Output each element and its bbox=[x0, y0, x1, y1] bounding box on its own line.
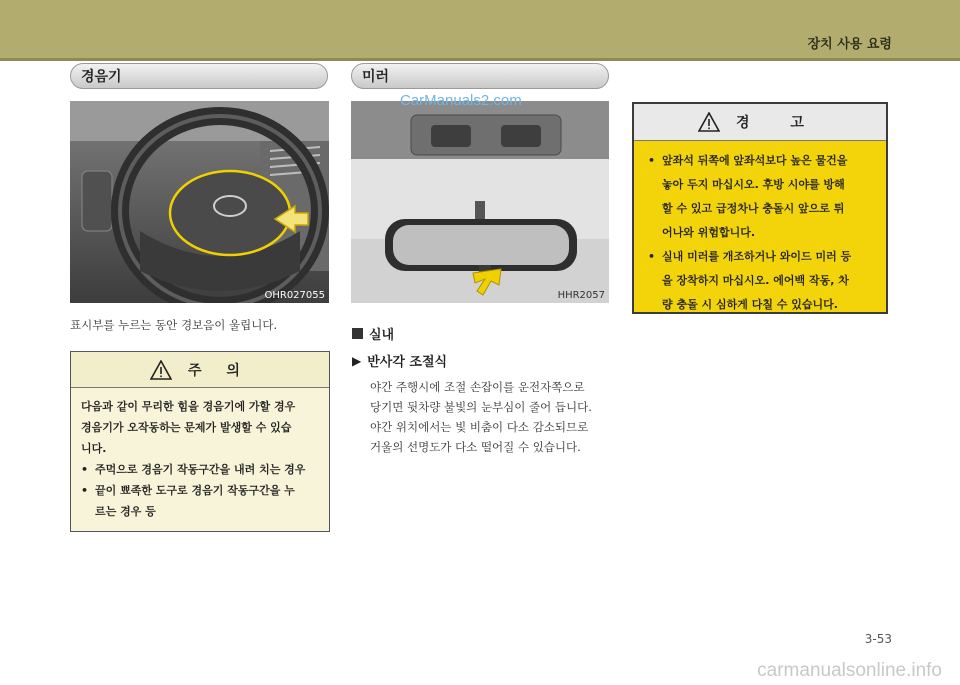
horn-caption: 표시부를 누르는 동안 경보음이 울립니다. bbox=[70, 318, 278, 332]
mirror-subsubtitle-text: 반사각 조절식 bbox=[367, 355, 448, 370]
paragraph-line: 야간 위치에서는 빛 비춤이 다소 감소되므로 bbox=[370, 420, 589, 434]
warning-line: 할 수 있고 급정차나 충돌시 앞으로 튀 bbox=[662, 202, 845, 215]
steering-wheel-illustration bbox=[70, 101, 329, 303]
mirror-subtitle bbox=[352, 324, 394, 343]
warning-box bbox=[632, 102, 888, 314]
caution-bullet bbox=[81, 480, 319, 522]
caution-body bbox=[71, 388, 329, 530]
caution-line: 니다. bbox=[81, 442, 107, 455]
warning-line: 을 장착하지 마십시오. 에어백 작동, 차 bbox=[662, 274, 849, 287]
page-number: 3-53 bbox=[864, 632, 892, 646]
caution-bullet bbox=[81, 459, 319, 480]
caution-box bbox=[70, 351, 330, 532]
square-bullet-icon bbox=[352, 328, 363, 339]
mirror-title-pill bbox=[351, 63, 609, 89]
warning-line: 놓아 두지 마십시오. 후방 시야를 방해 bbox=[662, 178, 845, 191]
bullet-dot: • bbox=[648, 154, 656, 167]
warning-bullet bbox=[648, 149, 876, 245]
rearview-mirror-illustration bbox=[351, 101, 609, 303]
warning-body bbox=[634, 141, 886, 317]
bullet-dot: • bbox=[81, 463, 89, 476]
mirror-photo bbox=[351, 101, 609, 303]
header-rule bbox=[0, 58, 960, 61]
mirror-title: 미러 bbox=[362, 69, 390, 85]
mirror-paragraph bbox=[370, 377, 620, 457]
horn-photo-code: OHR027055 bbox=[264, 290, 325, 301]
horn-title-pill bbox=[70, 63, 328, 89]
caution-header bbox=[71, 352, 329, 388]
warning-triangle-icon bbox=[698, 112, 720, 132]
warning-line: 량 충돌 시 심하게 다칠 수 있습니다. bbox=[662, 298, 838, 311]
warning-line: 실내 미러를 개조하거나 와이드 미러 등 bbox=[662, 250, 852, 263]
caution-bullet-line: 주먹으로 경음기 작동구간을 내려 치는 경우 bbox=[95, 463, 306, 476]
warning-triangle-icon bbox=[150, 360, 172, 380]
warning-line: 어나와 위험합니다. bbox=[662, 226, 756, 239]
caution-line: 다음과 같이 무리한 힘을 경음기에 가할 경우 bbox=[81, 400, 296, 413]
bullet-dot: • bbox=[648, 250, 656, 263]
mirror-subsubtitle bbox=[352, 351, 447, 370]
caution-line: 경음기가 오작동하는 문제가 발생할 수 있습 bbox=[81, 421, 292, 434]
caution-bullet-line: 끝이 뾰족한 도구로 경음기 작동구간을 누 bbox=[95, 484, 295, 497]
paragraph-line: 야간 주행시에 조절 손잡이를 운전자쪽으로 bbox=[370, 380, 585, 394]
footer-watermark: carmanualsonline.info bbox=[757, 660, 942, 681]
section-title: 장치 사용 요령 bbox=[807, 37, 892, 52]
caution-title: 주 의 bbox=[188, 362, 250, 379]
mirror-subtitle-text: 실내 bbox=[369, 328, 395, 343]
paragraph-line: 당기면 뒷차량 불빛의 눈부심이 줄어 듭니다. bbox=[370, 400, 592, 414]
watermark-top: CarManuals2.com bbox=[400, 92, 522, 109]
mirror-photo-code: HHR2057 bbox=[557, 290, 605, 301]
horn-title: 경음기 bbox=[81, 69, 122, 85]
triangle-bullet-icon: ▶ bbox=[352, 353, 362, 368]
paragraph-line: 거울의 선명도가 다소 떨어질 수 있습니다. bbox=[370, 440, 581, 454]
bullet-dot: • bbox=[81, 484, 89, 497]
warning-title: 경 고 bbox=[736, 115, 822, 131]
warning-bullet bbox=[648, 245, 876, 317]
horn-photo bbox=[70, 101, 329, 303]
caution-bullet-line: 르는 경우 등 bbox=[95, 505, 156, 518]
warning-line: 앞좌석 뒤쪽에 앞좌석보다 높은 물건을 bbox=[662, 154, 848, 167]
warning-header bbox=[634, 104, 886, 141]
